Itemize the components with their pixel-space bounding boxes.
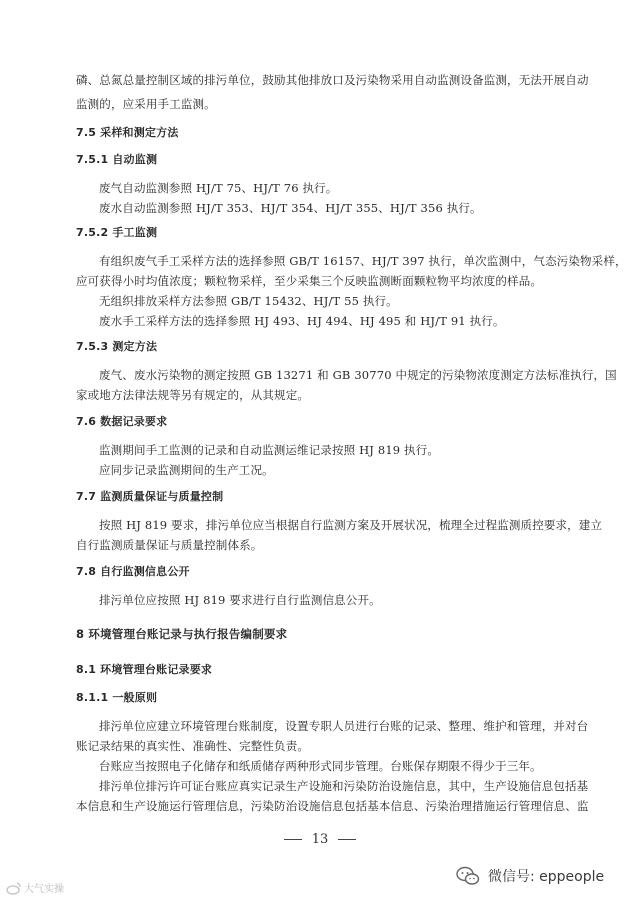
page-footer: [0, 832, 640, 847]
section-heading: 7.5.1 自动监测: [76, 153, 158, 166]
footer-dash-right: [338, 839, 356, 840]
section-heading: 7.7 监测质量保证与质量控制: [76, 490, 224, 503]
wechat-icon: [456, 866, 480, 886]
body-line: 无组织排放采样方法参照 GB/T 15432、HJ/T 55 执行。: [99, 294, 398, 308]
body-line: 有组织废气手工采样方法的选择参照 GB/T 16157、HJ/T 397 执行，单次监测中，气态污染物采样，: [99, 254, 627, 268]
chapter-heading: 8 环境管理台账记录与执行报告编制要求: [76, 627, 288, 641]
section-heading: 7.5 采样和测定方法: [76, 126, 179, 139]
body-line: 排污单位应建立环境管理台账制度，设置专职人员进行台账的记录、整理、维护和管理，并对台: [99, 719, 589, 733]
footer-dash-left: [284, 839, 302, 840]
body-line: 排污单位应按照 HJ 819 要求进行自行监测信息公开。: [99, 593, 381, 607]
section-heading: 7.6 数据记录要求: [76, 415, 168, 428]
body-line: 台账应当按照电子化储存和纸质储存两种形式同步管理。台账保存期限不得少于三年。: [99, 759, 542, 773]
body-line: 家或地方法律法规等另有规定的，从其规定。: [76, 388, 309, 402]
body-line: 应同步记录监测期间的生产工况。: [99, 463, 274, 477]
body-line: 废气、废水污染物的测定按照 GB 13271 和 GB 30770 中规定的污染物浓度测定方法标准执行，国: [99, 368, 617, 382]
body-line: 排污单位排污许可证台账应真实记录生产设施和污染防治设施信息，其中，生产设施信息包括基: [99, 779, 589, 793]
body-line: 废气自动监测参照 HJ/T 75、HJ/T 76 执行。: [99, 181, 338, 195]
body-line: 账记录结果的真实性、准确性、完整性负责。: [76, 739, 309, 753]
weibo-icon: [6, 881, 22, 895]
body-line: 监测期间手工监测的记录和自动监测运维记录按照 HJ 819 执行。: [99, 443, 440, 457]
section-heading: 8.1 环境管理台账记录要求: [76, 663, 213, 676]
section-heading: 8.1.1 一般原则: [76, 691, 158, 704]
body-line: 本信息和生产设施运行管理信息，污染防治设施信息包括基本信息、污染治理措施运行管理信息、监: [76, 799, 589, 813]
body-line: 监测的，应采用手工监测。: [76, 97, 216, 111]
page-number: 13: [311, 832, 329, 847]
body-line: 废水手工采样方法的选择参照 HJ 493、HJ 494、HJ 495 和 HJ/T 91 执行。: [99, 314, 505, 328]
body-line: 废水自动监测参照 HJ/T 353、HJ/T 354、HJ/T 355、HJ/T 356 执行。: [99, 201, 482, 215]
weibo-watermark: [6, 880, 64, 895]
body-line: 磷、总氮总量控制区域的排污单位，鼓励其他排放口及污染物采用自动监测设备监测，无法开展自动: [76, 73, 589, 87]
section-heading: 7.5.3 测定方法: [76, 340, 158, 353]
wechat-watermark: [456, 866, 604, 886]
section-heading: 7.5.2 手工监测: [76, 226, 158, 239]
body-line: 按照 HJ 819 要求，排污单位应当根据自行监测方案及开展状况，梳理全过程监测质控要求，建立: [99, 518, 603, 532]
weibo-text: 大气实操: [24, 884, 64, 895]
section-heading: 7.8 自行监测信息公开: [76, 565, 190, 578]
body-line: 自行监测质量保证与质量控制体系。: [76, 538, 263, 552]
body-line: 应可获得小时均值浓度；颗粒物采样，至少采集三个反映监测断面颗粒物平均浓度的样品。: [76, 274, 542, 288]
wechat-id-text: 微信号: eppeople: [488, 869, 605, 885]
